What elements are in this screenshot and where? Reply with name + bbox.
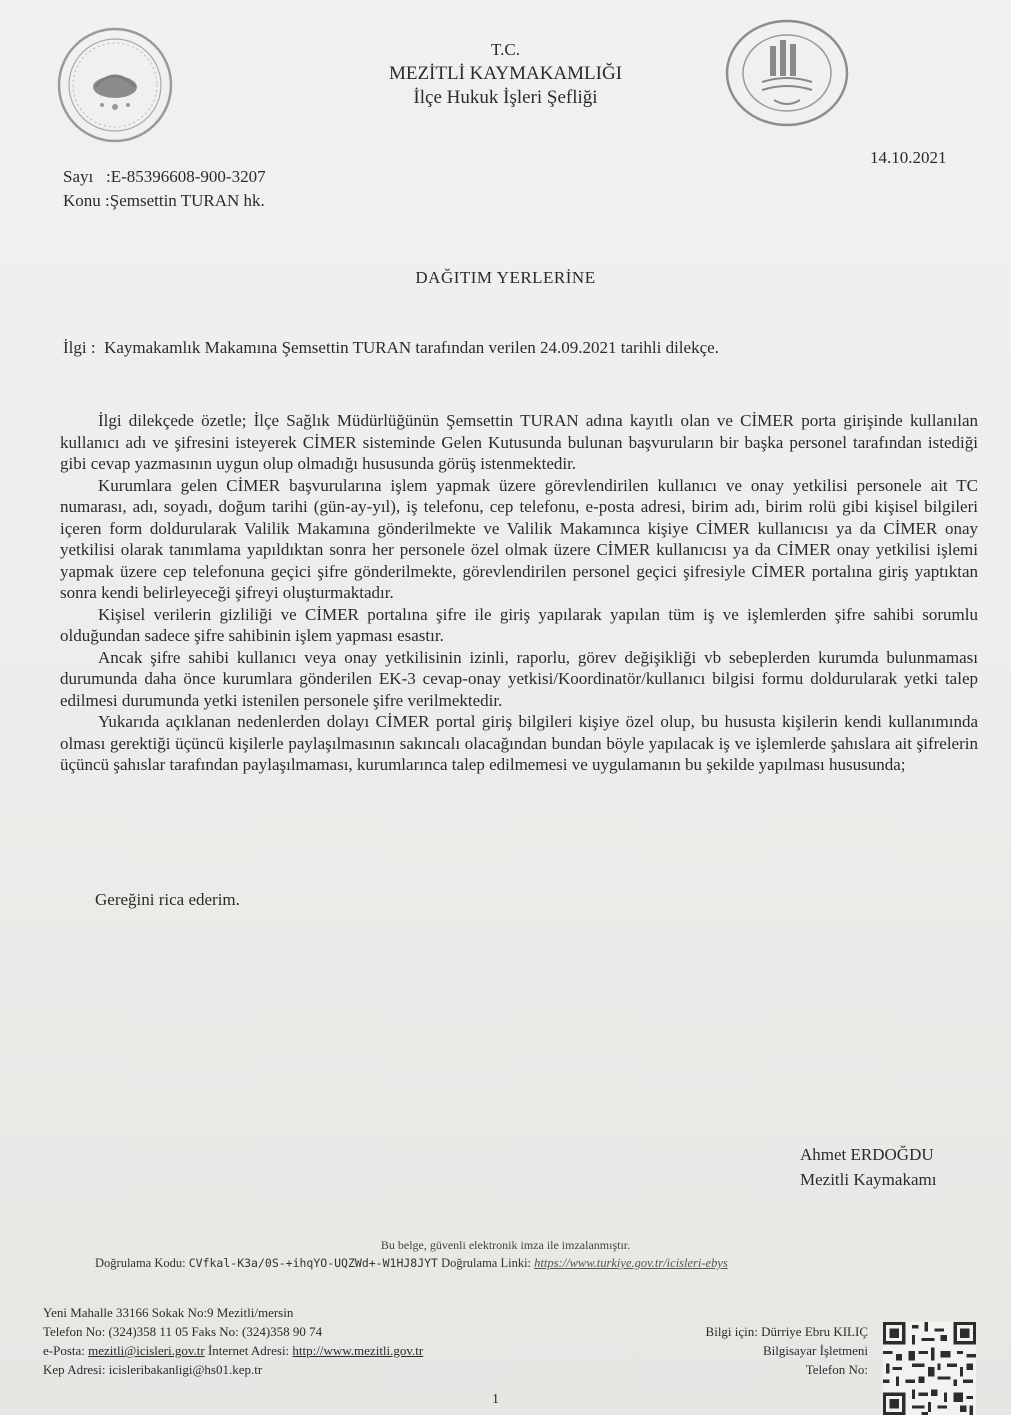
signatory-title: Mezitli Kaymakamı <box>800 1170 937 1189</box>
footer-address: Yeni Mahalle 33166 Sokak No:9 Mezitli/mersin <box>43 1305 294 1320</box>
verification-code: CVfkal-K3a/0S-+ihqYO-UQZWd+-W1HJ8JYT <box>188 1256 438 1270</box>
footer-phone: Telefon No: (324)358 11 05 Faks No: (324)358 90 74 <box>43 1324 323 1339</box>
page-number: 1 <box>492 1392 499 1407</box>
verification-code-label: Doğrulama Kodu: <box>95 1256 186 1270</box>
signatory-name: Ahmet ERDOĞDU <box>800 1145 934 1164</box>
distribution-heading: DAĞITIM YERLERİNE <box>415 268 596 287</box>
info-role: Bilgisayar İşletmeni <box>762 1343 868 1358</box>
signature-block <box>800 1142 936 1192</box>
body-paragraph: Kurumlara gelen CİMER başvurularına işlem yapmak üzere görevlendirilen kullanıcı ve onay yetkilisi personele ait TC numarası, adı, soyadı, doğum tarihi (gün-ay-yıl), iş telefonu, cep telefonu, e-posta adresi, birim adı, birim rolü gibi kişisel bilgileri içeren form doldurularak Valilik Makamına gönderilmekte ve Valilik Makamınca kişiye CİMER kullanıcısı ya da CİMER onay yetkilisi olarak tanımlama yapıldıktan sonra her personele özel olmak üzere CİMER kullanıcısı ya da CİMER onay yetkilisi işlemi yapmak üzere cep telefonuna geçici şifre gönderilmekte, görevlendirilen personel geçici şifresiyle CİMER portalına giriş yaptıktan sonra kendi belirleyeceği şifreyi oluşturmaktadır. <box>60 475 978 602</box>
document-meta <box>63 165 266 213</box>
info-contact: Bilgi için: Dürriye Ebru KILIÇ <box>705 1324 868 1339</box>
body-paragraph: Yukarıda açıklanan nedenlerden dolayı CİMER portal giriş bilgileri kişiye özel olup, bu hususta kişilerin kendi kullanımında olması gerektiği üçüncü kişilerle paylaşılmasının sakıncalı olacağından bundan böyle yapılacak iş ve işlemlerde şahıslara ait şifrelerin üçüncü şahıslar tarafından paylaşılmaması, kurumlarınca talep edilmemesi ve uygulamanın bu şekilde yapılması hususunda; <box>60 712 978 774</box>
subject-line: Konu :Şemsettin TURAN hk. <box>63 191 265 210</box>
footer-info <box>655 1322 868 1379</box>
reference-number: Sayı :E-85396608-900-3207 <box>63 167 266 186</box>
verification-link[interactable]: https://www.turkiye.gov.tr/icisleri-ebys <box>534 1256 728 1270</box>
verification-link-label: Doğrulama Linki: <box>441 1256 532 1270</box>
letter-body <box>60 410 978 776</box>
qr-code-icon <box>882 1322 977 1415</box>
reference-line: İlgi : Kaymakamlık Makamına Şemsettin TURAN tarafından verilen 24.09.2021 tarihli dilekçe. <box>63 338 719 357</box>
footer-contact <box>43 1303 423 1379</box>
footer-kep: Kep Adresi: icisleribakanligi@hs01.kep.tr <box>43 1362 263 1377</box>
letterhead-tc: T.C. <box>491 40 520 59</box>
letterhead <box>0 38 1011 110</box>
body-paragraph: Kişisel verilerin gizliliği ve CİMER portalına şifre ile giriş yapılarak yapılan tüm iş ve işlemlerden şifre sahibi sorumlu olduğundan sadece şifre sahibinin işlem yapması esastır. <box>60 604 978 645</box>
footer-email-web <box>43 1341 423 1360</box>
body-paragraph: Ancak şifre sahibi kullanıcı veya onay yetkilisinin izinli, raporlu, görev değişikliği vb sebeplerden kurumda bulunmaması durumunda daha önce kurumlara gönderilen EK-3 cevap-onay yetkisi/Koordinatör/kullanıcı bilgisi formu doldurularak yetki talep edilmesi durumunda yetki istenilen personele şifre verilmektedir. <box>60 647 978 710</box>
letterhead-office: MEZİTLİ KAYMAKAMLIĞI <box>388 63 623 84</box>
email-label: e-Posta: <box>43 1343 85 1358</box>
verification-line <box>95 1256 728 1271</box>
web-link[interactable]: http://www.mezitli.gov.tr <box>292 1343 424 1358</box>
web-label: İnternet Adresi: <box>207 1343 290 1358</box>
esignature-note: Bu belge, güvenli elektronik imza ile imzalanmıştır. <box>380 1238 631 1252</box>
document-date: 14.10.2021 <box>870 148 947 167</box>
closing-line: Gereğini rica ederim. <box>95 890 240 909</box>
letterhead-unit: İlçe Hukuk İşleri Şefliği <box>413 87 598 108</box>
email-link[interactable]: mezitli@icisleri.gov.tr <box>88 1343 205 1358</box>
info-phone: Telefon No: <box>805 1362 868 1377</box>
body-paragraph: İlgi dilekçede özetle; İlçe Sağlık Müdürlüğünün Şemsettin TURAN adına kayıtlı olan ve CİMER porta girişinde kullanılan kullanıcı adı ve şifresini isteyerek CİMER sisteminde Gelen Kutusunda bulunan başvuruların bir başka personel tarafından istediği gibi cevap yazmasının uygun olup olmadığı hususunda görüş istenmektedir. <box>60 411 978 473</box>
